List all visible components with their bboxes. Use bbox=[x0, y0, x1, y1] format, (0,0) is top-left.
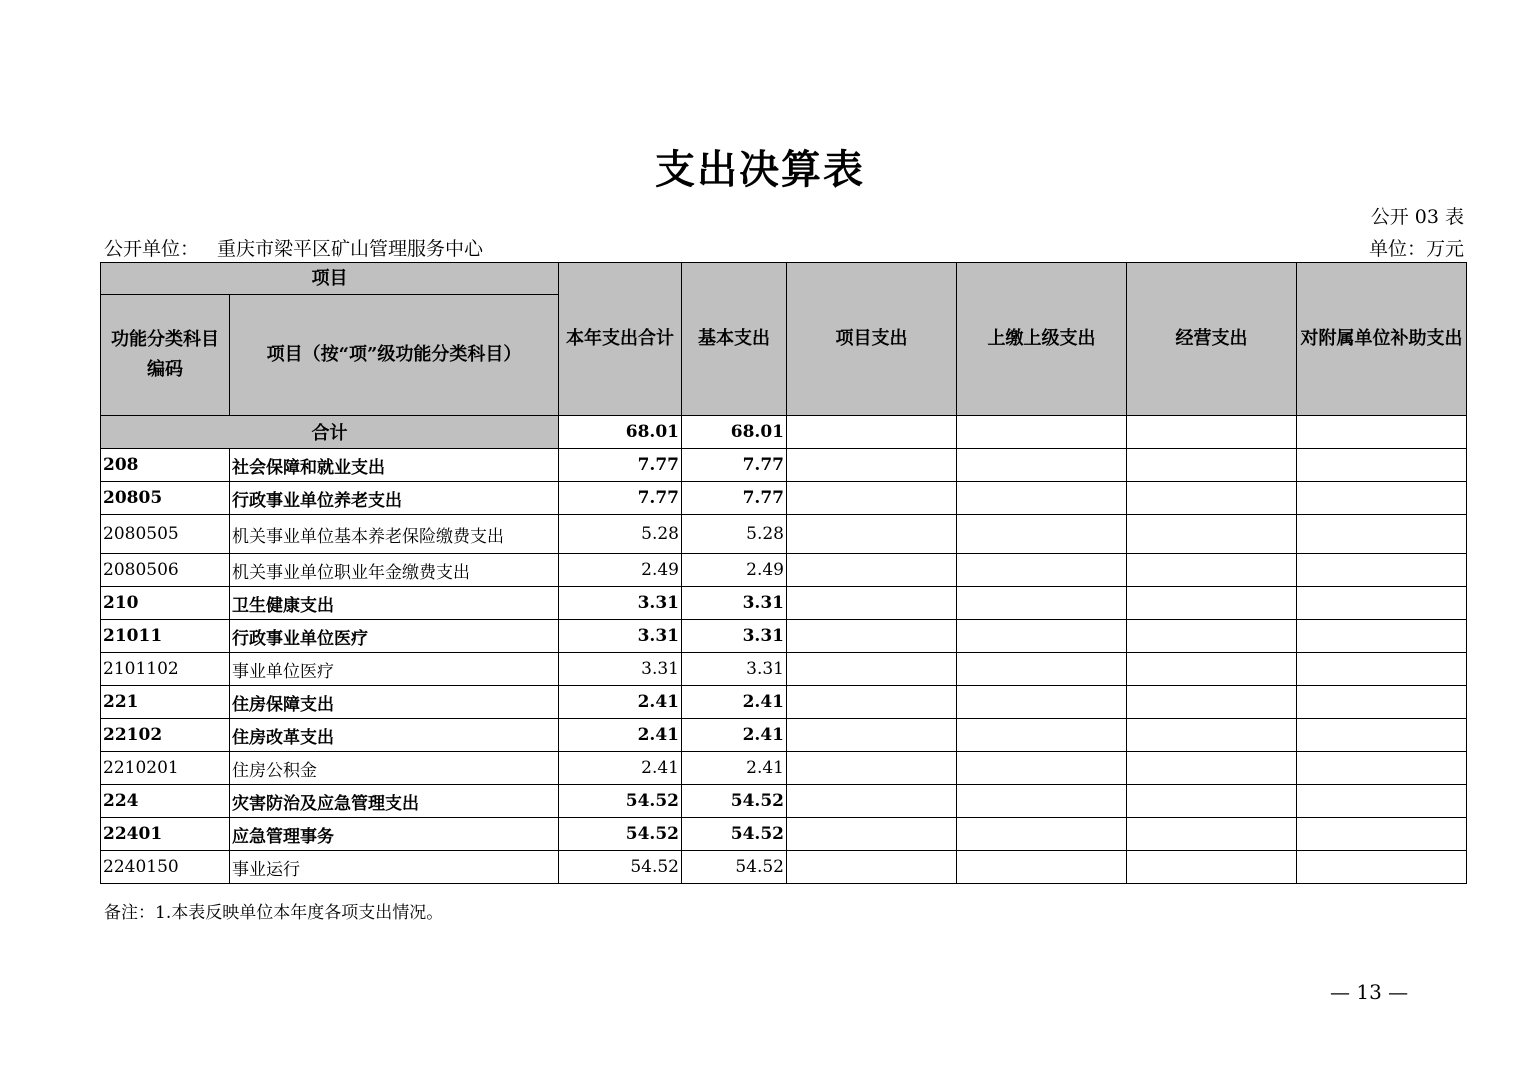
row-name: 住房改革支出 bbox=[230, 719, 559, 752]
row-code: 2080506 bbox=[101, 554, 230, 587]
row-project bbox=[787, 554, 957, 587]
row-total: 7.77 bbox=[559, 482, 682, 515]
row-subsidy bbox=[1297, 554, 1467, 587]
reporting-unit-name: 重庆市梁平区矿山管理服务中心 bbox=[217, 238, 484, 260]
row-project bbox=[787, 818, 957, 851]
row-project bbox=[787, 752, 957, 785]
table-row bbox=[101, 818, 1467, 851]
header-code: 功能分类科目编码 bbox=[101, 295, 230, 416]
row-code: 221 bbox=[101, 686, 230, 719]
table-row bbox=[101, 851, 1467, 884]
row-code: 2101102 bbox=[101, 653, 230, 686]
row-code: 2080505 bbox=[101, 515, 230, 554]
total-label: 合计 bbox=[101, 416, 559, 449]
row-project bbox=[787, 851, 957, 884]
table-row bbox=[101, 554, 1467, 587]
row-code: 224 bbox=[101, 785, 230, 818]
row-subsidy bbox=[1297, 653, 1467, 686]
row-upper bbox=[957, 482, 1127, 515]
row-project bbox=[787, 515, 957, 554]
row-subsidy bbox=[1297, 515, 1467, 554]
row-subsidy bbox=[1297, 686, 1467, 719]
table-row bbox=[101, 482, 1467, 515]
row-name: 事业单位医疗 bbox=[230, 653, 559, 686]
row-upper bbox=[957, 515, 1127, 554]
row-name: 住房公积金 bbox=[230, 752, 559, 785]
row-code: 22102 bbox=[101, 719, 230, 752]
row-total: 5.28 bbox=[559, 515, 682, 554]
total-cell-project bbox=[787, 416, 957, 449]
table-row bbox=[101, 587, 1467, 620]
row-upper bbox=[957, 686, 1127, 719]
header-subsidy: 对附属单位补助支出 bbox=[1297, 263, 1467, 416]
row-project bbox=[787, 587, 957, 620]
header-item: 项目（按“项”级功能分类科目） bbox=[230, 295, 559, 416]
row-project bbox=[787, 620, 957, 653]
row-code: 208 bbox=[101, 449, 230, 482]
table-row bbox=[101, 785, 1467, 818]
table-row bbox=[101, 686, 1467, 719]
header-project-group: 项目 bbox=[101, 263, 559, 295]
row-name: 住房保障支出 bbox=[230, 686, 559, 719]
row-subsidy bbox=[1297, 785, 1467, 818]
row-upper bbox=[957, 554, 1127, 587]
row-total: 2.41 bbox=[559, 719, 682, 752]
row-name: 卫生健康支出 bbox=[230, 587, 559, 620]
row-code: 22401 bbox=[101, 818, 230, 851]
row-subsidy bbox=[1297, 851, 1467, 884]
row-name: 应急管理事务 bbox=[230, 818, 559, 851]
row-subsidy bbox=[1297, 719, 1467, 752]
row-total: 54.52 bbox=[559, 851, 682, 884]
table-note: 备注：1.本表反映单位本年度各项支出情况。 bbox=[104, 903, 444, 923]
row-subsidy bbox=[1297, 449, 1467, 482]
row-business bbox=[1127, 752, 1297, 785]
row-total: 54.52 bbox=[559, 818, 682, 851]
row-business bbox=[1127, 587, 1297, 620]
reporting-unit-label: 公开单位： bbox=[104, 238, 200, 260]
table-row bbox=[101, 719, 1467, 752]
total-row bbox=[101, 416, 1467, 449]
row-basic: 3.31 bbox=[682, 620, 787, 653]
page-title: 支出决算表 bbox=[655, 146, 865, 193]
row-business bbox=[1127, 851, 1297, 884]
row-upper bbox=[957, 851, 1127, 884]
row-project bbox=[787, 686, 957, 719]
table-row bbox=[101, 449, 1467, 482]
page-number: — 13 — bbox=[1330, 980, 1409, 1004]
row-upper bbox=[957, 449, 1127, 482]
row-basic: 2.41 bbox=[682, 752, 787, 785]
row-upper bbox=[957, 620, 1127, 653]
row-total: 3.31 bbox=[559, 587, 682, 620]
row-basic: 3.31 bbox=[682, 587, 787, 620]
row-total: 2.41 bbox=[559, 752, 682, 785]
row-total: 7.77 bbox=[559, 449, 682, 482]
row-subsidy bbox=[1297, 587, 1467, 620]
header-basic: 基本支出 bbox=[682, 263, 787, 416]
header-business: 经营支出 bbox=[1127, 263, 1297, 416]
row-name: 机关事业单位职业年金缴费支出 bbox=[230, 554, 559, 587]
header-total: 本年支出合计 bbox=[559, 263, 682, 416]
row-basic: 3.31 bbox=[682, 653, 787, 686]
row-business bbox=[1127, 785, 1297, 818]
row-upper bbox=[957, 785, 1127, 818]
row-total: 3.31 bbox=[559, 620, 682, 653]
row-basic: 2.41 bbox=[682, 719, 787, 752]
row-upper bbox=[957, 818, 1127, 851]
row-name: 行政事业单位医疗 bbox=[230, 620, 559, 653]
row-basic: 54.52 bbox=[682, 851, 787, 884]
currency-unit: 单位：万元 bbox=[1368, 238, 1464, 260]
row-upper bbox=[957, 719, 1127, 752]
row-business bbox=[1127, 482, 1297, 515]
row-project bbox=[787, 785, 957, 818]
row-total: 2.41 bbox=[559, 686, 682, 719]
row-code: 21011 bbox=[101, 620, 230, 653]
row-name: 行政事业单位养老支出 bbox=[230, 482, 559, 515]
row-code: 210 bbox=[101, 587, 230, 620]
row-business bbox=[1127, 686, 1297, 719]
row-basic: 7.77 bbox=[682, 449, 787, 482]
table-row bbox=[101, 752, 1467, 785]
row-subsidy bbox=[1297, 482, 1467, 515]
row-code: 20805 bbox=[101, 482, 230, 515]
row-code: 2210201 bbox=[101, 752, 230, 785]
row-subsidy bbox=[1297, 818, 1467, 851]
header-row-1 bbox=[101, 263, 1467, 295]
expenditure-table bbox=[100, 262, 1467, 884]
row-project bbox=[787, 653, 957, 686]
row-basic: 2.49 bbox=[682, 554, 787, 587]
row-business bbox=[1127, 653, 1297, 686]
row-project bbox=[787, 482, 957, 515]
total-cell-subsidy bbox=[1297, 416, 1467, 449]
row-basic: 2.41 bbox=[682, 686, 787, 719]
row-business bbox=[1127, 449, 1297, 482]
row-upper bbox=[957, 752, 1127, 785]
header-project: 项目支出 bbox=[787, 263, 957, 416]
row-business bbox=[1127, 620, 1297, 653]
form-number: 公开 03 表 bbox=[1370, 206, 1464, 228]
row-total: 2.49 bbox=[559, 554, 682, 587]
table-row bbox=[101, 653, 1467, 686]
row-total: 3.31 bbox=[559, 653, 682, 686]
row-basic: 54.52 bbox=[682, 818, 787, 851]
row-basic: 54.52 bbox=[682, 785, 787, 818]
row-basic: 5.28 bbox=[682, 515, 787, 554]
row-upper bbox=[957, 653, 1127, 686]
reporting-unit bbox=[104, 234, 483, 261]
row-business bbox=[1127, 818, 1297, 851]
row-subsidy bbox=[1297, 620, 1467, 653]
row-project bbox=[787, 719, 957, 752]
row-project bbox=[787, 449, 957, 482]
table-row bbox=[101, 515, 1467, 554]
row-subsidy bbox=[1297, 752, 1467, 785]
header-upper: 上缴上级支出 bbox=[957, 263, 1127, 416]
row-name: 社会保障和就业支出 bbox=[230, 449, 559, 482]
row-upper bbox=[957, 587, 1127, 620]
row-business bbox=[1127, 719, 1297, 752]
total-cell-total: 68.01 bbox=[559, 416, 682, 449]
row-business bbox=[1127, 515, 1297, 554]
row-basic: 7.77 bbox=[682, 482, 787, 515]
row-name: 机关事业单位基本养老保险缴费支出 bbox=[230, 515, 559, 554]
total-cell-business bbox=[1127, 416, 1297, 449]
row-name: 事业运行 bbox=[230, 851, 559, 884]
row-total: 54.52 bbox=[559, 785, 682, 818]
total-cell-upper bbox=[957, 416, 1127, 449]
table-row bbox=[101, 620, 1467, 653]
row-code: 2240150 bbox=[101, 851, 230, 884]
row-name: 灾害防治及应急管理支出 bbox=[230, 785, 559, 818]
row-business bbox=[1127, 554, 1297, 587]
total-cell-basic: 68.01 bbox=[682, 416, 787, 449]
